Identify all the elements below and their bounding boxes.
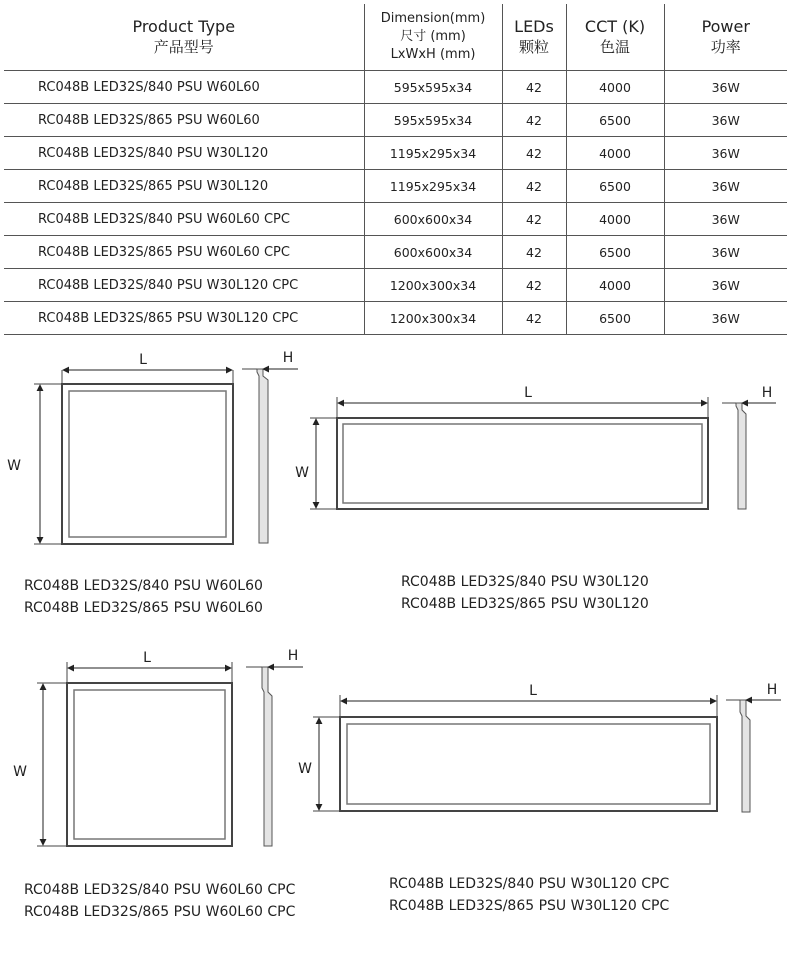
length-label: L (529, 683, 537, 699)
drawing-linear-panel-cpc (298, 682, 781, 812)
caption-square-panel-cpc (24, 879, 295, 923)
cell-power: 36W (664, 104, 787, 137)
cell-leds: 42 (502, 137, 566, 170)
header-dimension-sub: LxWxH (mm) (390, 47, 476, 62)
drawing-square-panel-cpc (13, 648, 303, 846)
cell-model: RC048B LED32S/865 PSU W30L120 (4, 170, 364, 203)
width-label: W (7, 458, 21, 474)
height-label: H (282, 350, 294, 366)
cell-dimension: 1200x300x34 (364, 302, 502, 335)
header-leds-en: LEDs (514, 17, 554, 36)
panel-frame (62, 384, 233, 544)
cell-model: RC048B LED32S/840 PSU W30L120 CPC (4, 269, 364, 302)
caption-linear-panel-cpc (389, 873, 669, 917)
caption-line: RC048B LED32S/840 PSU W60L60 (24, 578, 263, 594)
caption-line: RC048B LED32S/865 PSU W30L120 (401, 596, 649, 612)
header-cct-en: CCT (K) (584, 17, 646, 36)
side-profile (736, 403, 746, 509)
caption-line: RC048B LED32S/840 PSU W60L60 CPC (24, 882, 296, 898)
width-label: W (298, 761, 312, 777)
header-leds-cn: 颗粒 (518, 38, 549, 56)
cell-cct: 6500 (566, 104, 664, 137)
cell-leds: 42 (502, 71, 566, 104)
header-dimension-cn: 尺寸 (mm) (400, 29, 466, 44)
cell-leds: 42 (502, 269, 566, 302)
cell-dimension: 1195x295x34 (364, 137, 502, 170)
cell-leds: 42 (502, 302, 566, 335)
cell-power: 36W (664, 170, 787, 203)
side-profile (262, 667, 272, 846)
cell-cct: 4000 (566, 137, 664, 170)
width-label: W (295, 465, 309, 481)
height-label: H (287, 648, 299, 664)
cell-model: RC048B LED32S/840 PSU W30L120 (4, 137, 364, 170)
cell-leds: 42 (502, 236, 566, 269)
cell-cct: 4000 (566, 71, 664, 104)
side-profile (257, 369, 268, 543)
header-power-cn: 功率 (710, 38, 741, 56)
length-label: L (524, 385, 532, 401)
cell-power: 36W (664, 269, 787, 302)
panel-frame (337, 418, 708, 509)
caption-line: RC048B LED32S/840 PSU W30L120 (401, 574, 649, 590)
panel-inner (69, 391, 226, 537)
cell-cct: 6500 (566, 170, 664, 203)
cell-model: RC048B LED32S/840 PSU W60L60 (4, 71, 364, 104)
cell-model: RC048B LED32S/840 PSU W60L60 CPC (4, 203, 364, 236)
cell-dimension: 1200x300x34 (364, 269, 502, 302)
height-label: H (766, 682, 778, 698)
cell-dimension: 600x600x34 (364, 203, 502, 236)
caption-line: RC048B LED32S/840 PSU W30L120 CPC (389, 876, 670, 892)
caption-line: RC048B LED32S/865 PSU W60L60 CPC (24, 904, 296, 920)
header-cct-cn: 色温 (599, 38, 630, 56)
cell-cct: 6500 (566, 302, 664, 335)
caption-line: RC048B LED32S/865 PSU W30L120 CPC (389, 898, 670, 914)
caption-line: RC048B LED32S/865 PSU W60L60 (24, 600, 263, 616)
header-product-en: Product Type (132, 17, 236, 36)
panel-inner (347, 724, 710, 804)
cell-leds: 42 (502, 104, 566, 137)
panel-frame (340, 717, 717, 811)
cell-power: 36W (664, 203, 787, 236)
cell-model: RC048B LED32S/865 PSU W60L60 CPC (4, 236, 364, 269)
cell-power: 36W (664, 236, 787, 269)
cell-power: 36W (664, 302, 787, 335)
cell-dimension: 595x595x34 (364, 104, 502, 137)
side-profile (740, 700, 750, 812)
header-dimension-en: Dimension(mm) (380, 11, 486, 26)
drawing-linear-panel (295, 385, 776, 509)
header-power-en: Power (701, 17, 750, 36)
caption-linear-panel (401, 571, 649, 615)
width-label: W (13, 764, 27, 780)
cell-power: 36W (664, 137, 787, 170)
panel-frame (67, 683, 232, 846)
length-label: L (143, 650, 151, 666)
cell-cct: 4000 (566, 269, 664, 302)
panel-inner (343, 424, 702, 503)
cell-dimension: 600x600x34 (364, 236, 502, 269)
header-product-cn: 产品型号 (153, 38, 214, 56)
cell-model: RC048B LED32S/865 PSU W30L120 CPC (4, 302, 364, 335)
cell-dimension: 595x595x34 (364, 71, 502, 104)
drawing-square-panel (7, 350, 298, 544)
cell-power: 36W (664, 71, 787, 104)
cell-dimension: 1195x295x34 (364, 170, 502, 203)
cell-leds: 42 (502, 170, 566, 203)
cell-model: RC048B LED32S/865 PSU W60L60 (4, 104, 364, 137)
length-label: L (139, 352, 147, 368)
cell-cct: 6500 (566, 236, 664, 269)
height-label: H (761, 385, 773, 401)
cell-cct: 4000 (566, 203, 664, 236)
caption-square-panel (24, 575, 263, 619)
panel-inner (74, 690, 225, 839)
cell-leds: 42 (502, 203, 566, 236)
